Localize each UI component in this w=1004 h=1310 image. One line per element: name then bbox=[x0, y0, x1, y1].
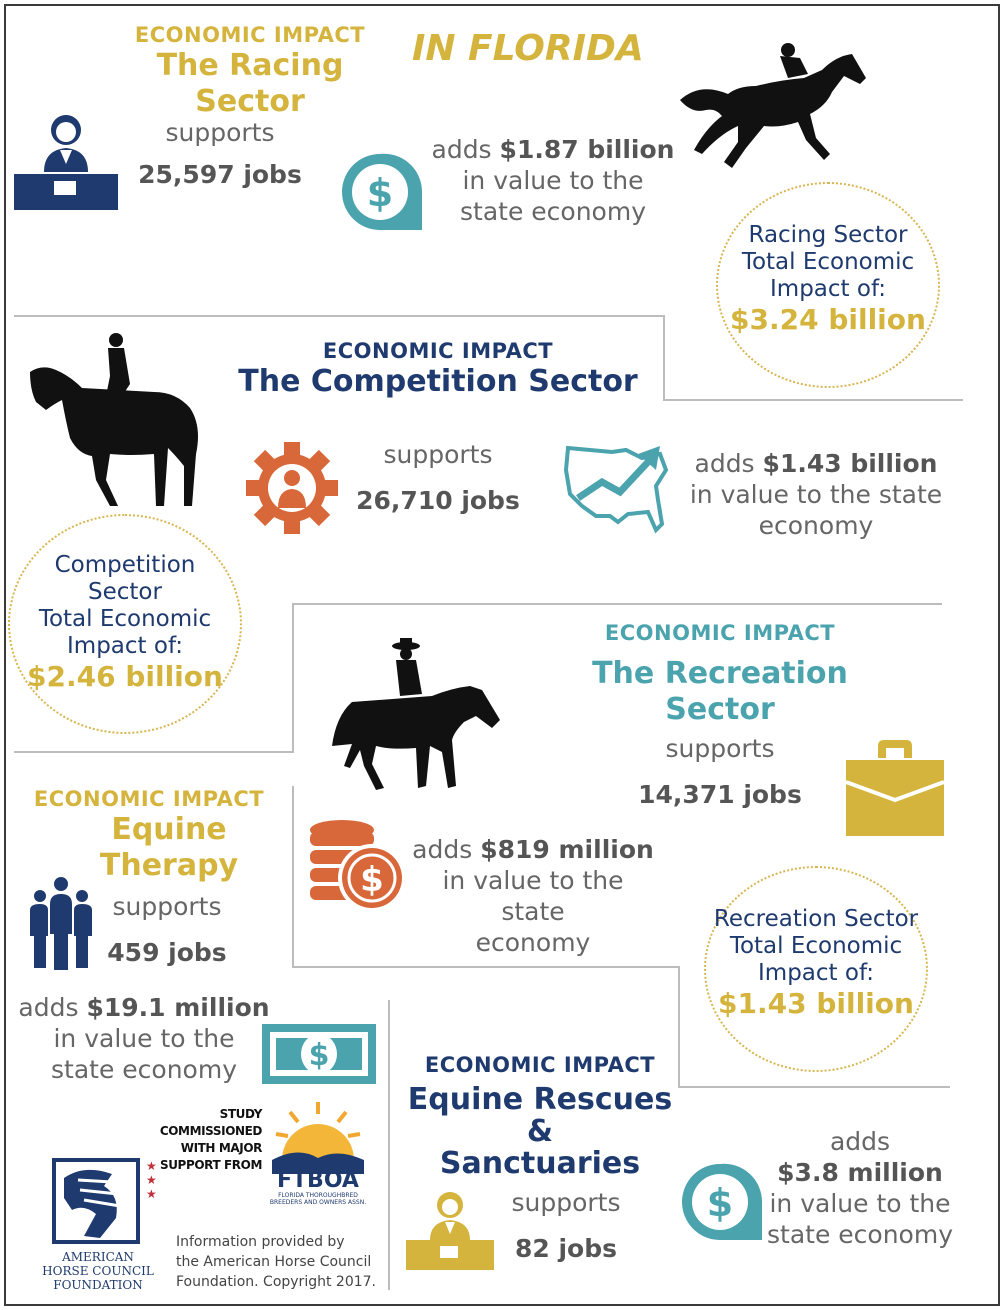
racing-title: The Racing Sector bbox=[156, 48, 344, 119]
competition-adds-prefix: adds bbox=[694, 449, 755, 478]
info-l1: Information provided by bbox=[176, 1234, 345, 1250]
racing-adds-line2: in value to the bbox=[462, 166, 644, 195]
briefcase-icon bbox=[846, 738, 944, 836]
worker-desk-icon bbox=[14, 108, 118, 210]
divider bbox=[388, 1000, 390, 1290]
competition-adds-line3: economy bbox=[758, 511, 874, 540]
info-credit bbox=[176, 1232, 386, 1292]
svg-text:$: $ bbox=[366, 171, 394, 215]
therapy-jobs-block bbox=[100, 892, 234, 967]
rescues-heading bbox=[398, 1052, 682, 1180]
racing-heading bbox=[100, 22, 400, 120]
gear-person-icon bbox=[246, 442, 338, 534]
racing-kicker: ECONOMIC IMPACT bbox=[134, 23, 366, 47]
ftboa-logo bbox=[268, 1100, 368, 1206]
racing-adds-line3: state economy bbox=[460, 197, 646, 226]
dollar-bill-icon bbox=[262, 1024, 376, 1084]
recreation-adds-line2: in value to the state bbox=[442, 866, 624, 926]
recreation-total-l2: Total Economic bbox=[729, 933, 903, 959]
competition-title: The Competition Sector bbox=[238, 364, 638, 399]
ahc-l1: AMERICAN bbox=[62, 1250, 134, 1264]
competition-kicker: ECONOMIC IMPACT bbox=[322, 339, 554, 363]
rescues-adds-amount: $3.8 million bbox=[777, 1158, 943, 1187]
divider bbox=[292, 786, 294, 968]
recreation-adds-line3: economy bbox=[475, 928, 591, 957]
competition-total-l1: Competition bbox=[54, 552, 196, 578]
ftboa-sub1: FLORIDA THOROUGHBRED bbox=[278, 1192, 358, 1199]
location-label: IN FLORIDA bbox=[412, 28, 644, 69]
recreation-jobs-block bbox=[630, 734, 810, 809]
divider bbox=[663, 315, 665, 401]
racing-supports: supports bbox=[165, 118, 275, 147]
svg-text:$: $ bbox=[360, 860, 384, 900]
info-l2: the American Horse Council bbox=[176, 1254, 372, 1270]
rescues-kicker: ECONOMIC IMPACT bbox=[424, 1053, 656, 1077]
recreation-total-circle bbox=[704, 866, 928, 1072]
therapy-supports: supports bbox=[112, 892, 222, 921]
recreation-jobs: 14,371 jobs bbox=[638, 780, 802, 809]
western-horse-icon bbox=[322, 636, 502, 796]
recreation-total-l1: Recreation Sector bbox=[713, 906, 919, 932]
divider bbox=[14, 315, 664, 317]
svg-text:★: ★ bbox=[146, 1159, 157, 1173]
therapy-kicker: ECONOMIC IMPACT bbox=[33, 787, 265, 811]
competition-heading bbox=[238, 338, 638, 400]
recreation-adds-block bbox=[410, 834, 656, 958]
competition-jobs: 26,710 jobs bbox=[356, 486, 520, 515]
competition-total-l3: Total Economic bbox=[38, 606, 212, 632]
rescues-adds-line2: in value to the bbox=[769, 1189, 951, 1218]
racing-total-l3: Impact of: bbox=[770, 276, 886, 302]
racing-adds-prefix: adds bbox=[431, 135, 492, 164]
svg-text:$: $ bbox=[706, 1181, 734, 1225]
racing-total-l1: Racing Sector bbox=[748, 222, 908, 248]
competition-jobs-block bbox=[348, 440, 528, 515]
racing-adds-block bbox=[430, 134, 676, 227]
competition-total-l4: Impact of: bbox=[67, 633, 183, 659]
study-l2: WITH MAJOR bbox=[180, 1141, 262, 1155]
study-l1: STUDY COMMISSIONED bbox=[159, 1107, 262, 1138]
dollar-bubble-icon bbox=[338, 150, 424, 232]
recreation-total-l3: Impact of: bbox=[758, 960, 874, 986]
rescues-adds-prefix: adds bbox=[829, 1127, 891, 1156]
therapy-adds-amount: $19.1 million bbox=[86, 993, 270, 1022]
svg-text:★: ★ bbox=[146, 1173, 157, 1187]
svg-text:$: $ bbox=[308, 1038, 330, 1073]
recreation-supports: supports bbox=[665, 734, 775, 763]
therapy-heading bbox=[14, 786, 284, 884]
racehorse-icon bbox=[676, 42, 872, 172]
rescues-jobs: 82 jobs bbox=[514, 1234, 617, 1263]
therapy-jobs: 459 jobs bbox=[107, 938, 227, 967]
therapy-adds-line3: state economy bbox=[51, 1055, 237, 1084]
racing-total-circle bbox=[716, 182, 940, 388]
divider bbox=[14, 751, 294, 753]
group-people-icon bbox=[26, 874, 96, 970]
racing-jobs: 25,597 jobs bbox=[138, 160, 302, 189]
divider bbox=[663, 399, 963, 401]
therapy-adds-line2: in value to the bbox=[53, 1024, 235, 1053]
racing-total-l2: Total Economic bbox=[741, 249, 915, 275]
therapy-title: Equine Therapy bbox=[99, 812, 239, 883]
recreation-kicker: ECONOMIC IMPACT bbox=[604, 621, 836, 645]
ftboa-wordmark: FTBOA bbox=[277, 1168, 359, 1193]
competition-adds-line2: in value to the state bbox=[689, 480, 943, 509]
competition-adds-amount: $1.43 billion bbox=[762, 449, 938, 478]
ftboa-sub2: BREEDERS AND OWNERS ASSN. bbox=[269, 1199, 367, 1206]
therapy-adds-prefix: adds bbox=[18, 993, 79, 1022]
competition-total-l2: Sector bbox=[88, 579, 162, 605]
ahc-l3: FOUNDATION bbox=[53, 1278, 143, 1292]
divider bbox=[678, 1086, 950, 1088]
recreation-adds-amount: $819 million bbox=[480, 835, 654, 864]
therapy-adds-block bbox=[16, 992, 272, 1085]
divider bbox=[292, 603, 294, 753]
rescues-jobs-block bbox=[496, 1188, 636, 1263]
us-map-growth-icon bbox=[562, 440, 674, 536]
competition-total-circle bbox=[8, 514, 242, 734]
recreation-total-value: $1.43 billion bbox=[718, 987, 914, 1020]
info-l3: Foundation. Copyright 2017. bbox=[176, 1274, 376, 1290]
recreation-adds-prefix: adds bbox=[412, 835, 473, 864]
study-l3: SUPPORT FROM bbox=[159, 1158, 262, 1172]
divider bbox=[292, 603, 942, 605]
racing-total-value: $3.24 billion bbox=[730, 303, 926, 336]
rescues-adds-line3: state economy bbox=[767, 1220, 953, 1249]
ahc-l2: HORSE COUNCIL bbox=[42, 1264, 154, 1278]
dressage-horse-icon bbox=[26, 330, 208, 512]
rescues-title-l1: Equine Rescues & bbox=[407, 1082, 673, 1149]
recreation-title: The Recreation Sector bbox=[592, 656, 848, 727]
recreation-heading bbox=[540, 620, 900, 728]
rescues-supports: supports bbox=[511, 1188, 621, 1217]
ahc-foundation-logo bbox=[24, 1158, 172, 1292]
rescues-title-l2: Sanctuaries bbox=[439, 1146, 641, 1181]
competition-supports: supports bbox=[383, 440, 493, 469]
dollar-bubble-icon-2 bbox=[678, 1160, 764, 1242]
competition-adds-block bbox=[688, 448, 944, 541]
racing-jobs-block bbox=[130, 118, 310, 189]
racing-adds-amount: $1.87 billion bbox=[499, 135, 675, 164]
coin-stack-icon bbox=[306, 818, 406, 914]
rescues-adds-block bbox=[760, 1126, 960, 1250]
svg-text:★: ★ bbox=[146, 1187, 157, 1201]
divider bbox=[292, 966, 680, 968]
competition-total-value: $2.46 billion bbox=[27, 660, 223, 693]
worker-desk-icon-gold bbox=[406, 1188, 494, 1270]
